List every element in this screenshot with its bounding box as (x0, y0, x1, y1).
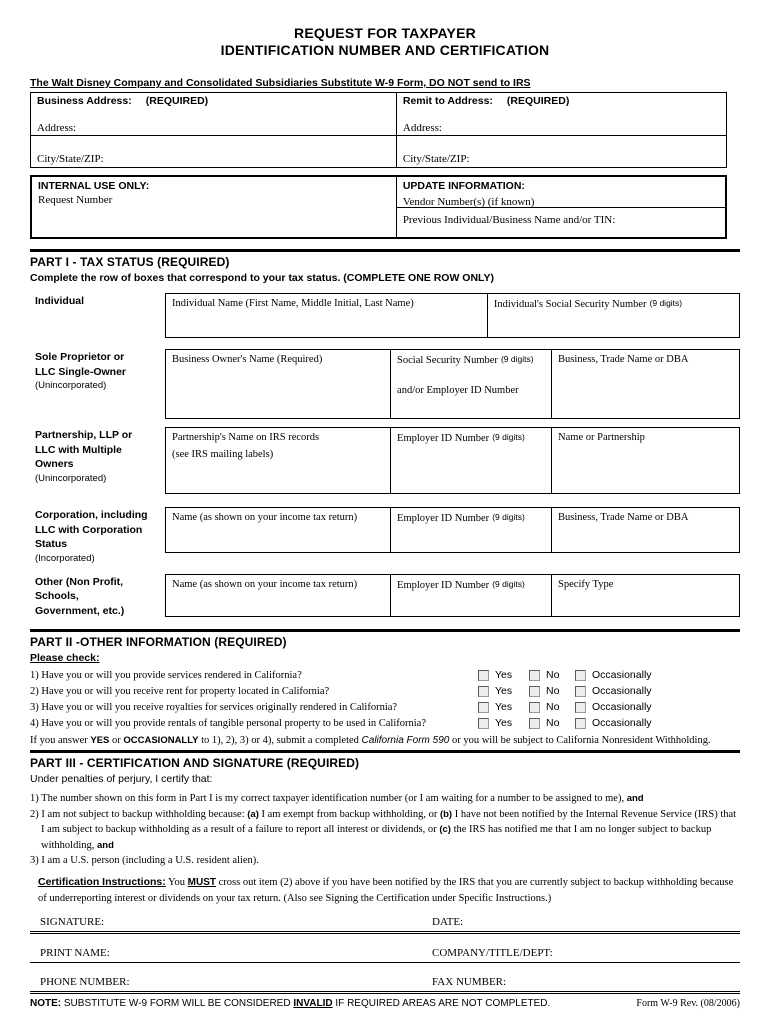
business-address-header: Business Address: (REQUIRED) (37, 95, 209, 107)
corporation-dba-field[interactable]: Business, Trade Name or DBA (551, 508, 739, 552)
remit-city-label: City/State/ZIP: (402, 153, 470, 165)
checkbox-q3-yes[interactable] (478, 702, 489, 713)
phone-fax-row[interactable] (30, 963, 740, 994)
tax-status-row-individual (30, 293, 740, 338)
partnership-ein-field[interactable]: Employer ID Number (9 digits) (390, 428, 551, 493)
question-row-4 (30, 715, 740, 731)
checkbox-q3-occasionally[interactable] (575, 702, 586, 713)
address-table (30, 92, 727, 168)
vendor-number-label: Vendor Number(s) (if known) (402, 196, 535, 208)
footer-row (30, 998, 740, 1009)
perjury-intro: Under penalties of perjury, I certify that: (30, 773, 213, 785)
question-4-checkboxes: Yes No Occasionally (478, 717, 740, 729)
tax-status-row-corporation (30, 507, 740, 565)
certification-items (30, 791, 740, 869)
phone-number-label: PHONE NUMBER: (40, 975, 130, 988)
business-address-field[interactable] (31, 93, 396, 136)
question-2-checkboxes: Yes No Occasionally (478, 685, 740, 697)
partnership-trade-name-field[interactable]: Name or Partnership (551, 428, 739, 493)
question-4-text: 4) Have you or will you provide rentals of tangible personal property to be used in California? (30, 717, 426, 729)
remit-address-field[interactable] (397, 93, 726, 136)
other-name-field[interactable]: Name (as shown on your income tax return) (172, 578, 358, 590)
question-row-3 (30, 699, 740, 715)
part2-divider (30, 629, 740, 632)
question-1-checkboxes: Yes No Occasionally (478, 669, 740, 681)
form-subtitle: The Walt Disney Company and Consolidated Subsidiaries Substitute W-9 Form, DO NOT send to IRS (30, 77, 531, 89)
remit-city-field[interactable] (397, 136, 726, 167)
certification-instructions: Certification Instructions: You MUST cross out item (2) above if you have been notified by the IRS that you are currently subject to backup withholding because of underreporting interest or dividends on your tax return. (Also see Signing the Certification under Specific Instructions.) (38, 875, 734, 904)
part1-header: PART I - TAX STATUS (REQUIRED) (30, 255, 230, 269)
checkbox-q1-yes[interactable] (478, 670, 489, 681)
checkbox-q4-yes[interactable] (478, 718, 489, 729)
signature-date-row[interactable] (30, 907, 740, 934)
part1-divider (30, 249, 740, 252)
internal-use-field[interactable] (32, 177, 396, 237)
checkbox-q4-occasionally[interactable] (575, 718, 586, 729)
date-label: DATE: (432, 915, 464, 928)
form-title (30, 25, 740, 58)
partnership-name-field[interactable]: Partnership's Name on IRS records (see IRS mailing labels) (172, 432, 320, 460)
part3-divider (30, 750, 740, 753)
ssn-ein-field[interactable]: Social Security Number (9 digits) and/or Employer ID Number (390, 350, 551, 418)
corporation-name-field[interactable]: Name (as shown on your income tax return) (172, 512, 358, 523)
checkbox-q2-yes[interactable] (478, 686, 489, 697)
row-label-other: Other (Non Profit, Schools, Government, etc.) (35, 575, 125, 617)
please-check-label: Please check: (30, 652, 100, 664)
individual-ssn-field[interactable]: Individual's Social Security Number (9 digits) (487, 294, 739, 337)
part2-footnote: If you answer YES or OCCASIONALLY to 1), 2), 3) or 4), submit a completed California Form 590 or you will be subject to California Nonresident Withholding. (30, 735, 711, 746)
business-owner-name-field[interactable]: Business Owner's Name (Required) (172, 354, 323, 365)
update-information-section (396, 177, 725, 237)
checkbox-q3-no[interactable] (529, 702, 540, 713)
certification-item-3: 3) I am a U.S. person (including a U.S. resident alien). (30, 855, 259, 866)
business-city-field[interactable] (31, 136, 396, 167)
signature-label: SIGNATURE: (40, 915, 105, 928)
row-label-partnership: Partnership, LLP or LLC with Multiple Owners (Unincorporated) (35, 429, 133, 484)
question-2-text: 2) Have you or will you receive rent for property located in California? (30, 685, 330, 697)
checkbox-q4-no[interactable] (529, 718, 540, 729)
invalid-note: NOTE: SUBSTITUTE W-9 FORM WILL BE CONSIDERED INVALID IF REQUIRED AREAS ARE NOT COMPLETED. (30, 997, 551, 1009)
sole-proprietor-dba-field[interactable]: Business, Trade Name or DBA (551, 350, 739, 418)
row-label-individual: Individual (35, 295, 85, 307)
request-number-label: Request Number (38, 194, 113, 206)
business-city-label: City/State/ZIP: (37, 153, 104, 165)
printname-company-row[interactable] (30, 934, 740, 963)
checkbox-q1-no[interactable] (529, 670, 540, 681)
checkbox-q2-no[interactable] (529, 686, 540, 697)
previous-name-label: Previous Individual/Business Name and/or TIN: (402, 214, 616, 226)
specify-type-field[interactable]: Specify Type (551, 575, 739, 616)
corporation-row-box (165, 507, 740, 553)
remit-address-label: Address: (402, 122, 442, 134)
form-revision-label: Form W-9 Rev. (08/2006) (636, 997, 740, 1009)
checkbox-q2-occasionally[interactable] (575, 686, 586, 697)
tax-status-row-partnership (30, 427, 740, 494)
update-information-header: UPDATE INFORMATION: (402, 180, 525, 192)
form-title-line1: REQUEST FOR TAXPAYER (294, 25, 476, 41)
other-row-box (165, 574, 740, 617)
question-row-2 (30, 683, 740, 699)
previous-name-field[interactable] (397, 208, 725, 237)
tax-status-row-sole-proprietor (30, 349, 740, 419)
form-title-line2: IDENTIFICATION NUMBER AND CERTIFICATION (220, 41, 550, 58)
business-address-section (31, 93, 396, 167)
certification-item-2: 2) I am not subject to backup withholding because: (a) I am exempt from backup withholding, or (b) I have not been notified by the Internal Revenue Service (IRS) that I am subject to backup withholding as a result of a failure to report all interest or dividends, or (c) the IRS has notified me that I am no longer subject to backup withholding, and (30, 808, 737, 851)
question-row-1 (30, 667, 740, 683)
corporation-ein-field[interactable]: Employer ID Number (9 digits) (390, 508, 551, 552)
vendor-number-field[interactable] (397, 177, 725, 208)
checkbox-q1-occasionally[interactable] (575, 670, 586, 681)
certification-item-1: 1) The number shown on this form in Part I is my correct taxpayer identification number (or I am waiting for a number to be assigned to me), and (30, 793, 644, 804)
question-3-checkboxes: Yes No Occasionally (478, 701, 740, 713)
question-3-text: 3) Have you or will you receive royalties for services originally rendered in California? (30, 701, 398, 713)
row-label-corporation: Corporation, including LLC with Corporation Status (Incorporated) (35, 509, 148, 564)
part3-header: PART III - CERTIFICATION AND SIGNATURE (REQUIRED) (30, 756, 360, 770)
row-label-sole-proprietor: Sole Proprietor or LLC Single-Owner (Unincorporated) (35, 351, 127, 391)
remit-address-header: Remit to Address: (REQUIRED) (402, 95, 570, 107)
individual-row-box (165, 293, 740, 338)
tax-status-row-other (30, 574, 740, 619)
sole-proprietor-row-box (165, 349, 740, 419)
part2-header: PART II -OTHER INFORMATION (REQUIRED) (30, 635, 287, 649)
part1-subheader: Complete the row of boxes that correspond to your tax status. (COMPLETE ONE ROW ONLY) (30, 272, 494, 284)
fax-number-label: FAX NUMBER: (432, 975, 507, 988)
other-ein-field[interactable]: Employer ID Number (9 digits) (390, 575, 551, 616)
internal-update-table (30, 175, 727, 239)
internal-use-header: INTERNAL USE ONLY: (38, 180, 150, 192)
print-name-label: PRINT NAME: (40, 946, 110, 959)
individual-name-field[interactable]: Individual Name (First Name, Middle Initial, Last Name) (172, 298, 414, 309)
remit-address-section (396, 93, 726, 167)
business-address-label: Address: (37, 122, 77, 134)
partnership-row-box (165, 427, 740, 494)
question-1-text: 1) Have you or will you provide services rendered in California? (30, 669, 302, 681)
company-title-dept-label: COMPANY/TITLE/DEPT: (432, 946, 553, 959)
